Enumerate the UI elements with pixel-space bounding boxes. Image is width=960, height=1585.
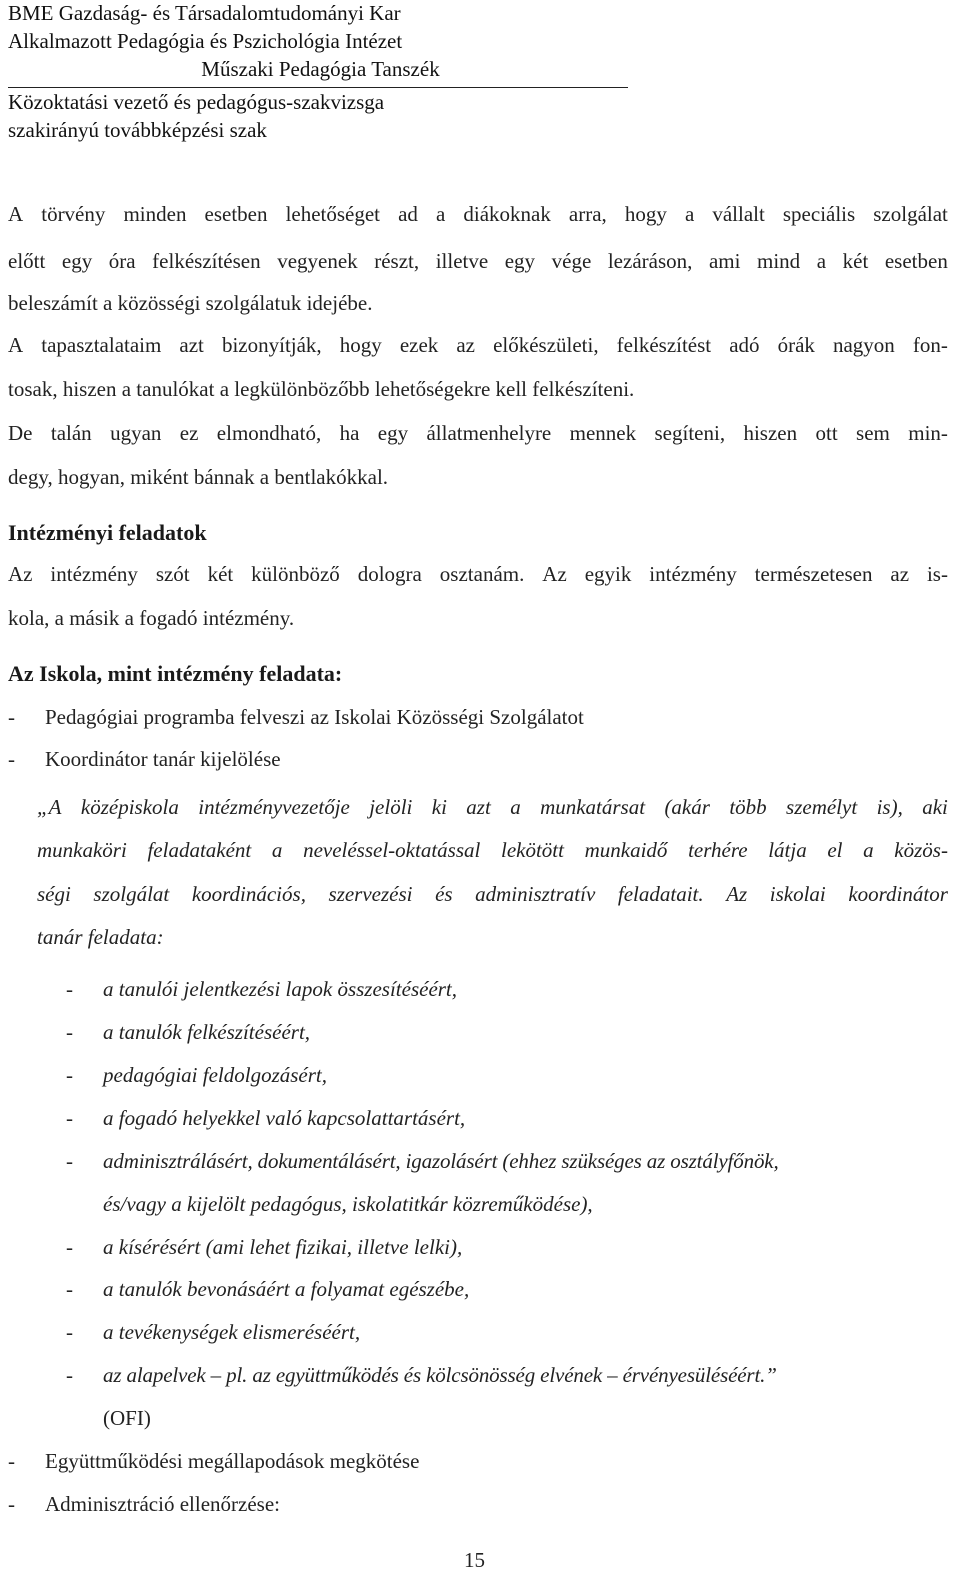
- word: a: [510, 795, 521, 819]
- word: hogy: [624, 202, 667, 226]
- word: Az: [726, 882, 748, 906]
- word: hogy: [339, 333, 382, 357]
- para1-line2: [8, 249, 948, 274]
- word: az: [890, 562, 910, 586]
- word: sem: [856, 421, 890, 445]
- word: is-: [926, 562, 948, 586]
- word: szolgálat: [93, 882, 170, 906]
- word: azt: [179, 333, 204, 357]
- word: órák: [777, 333, 815, 357]
- para2-line1: [8, 333, 948, 358]
- list-item-text: a tanulók felkészítéséért,: [103, 1020, 311, 1044]
- word: illetve: [435, 249, 489, 273]
- word: diákoknak: [463, 202, 551, 226]
- list-dash: -: [66, 1277, 73, 1301]
- word: ott: [815, 421, 838, 445]
- list-dash: -: [66, 977, 73, 1001]
- list-dash: -: [66, 1063, 73, 1087]
- word: egyik: [584, 562, 632, 586]
- word: neveléssel-oktatással: [303, 838, 481, 862]
- para2-line2: tosak, hiszen a tanulókat a legkülönbözőbb lehetőségekre kell felkészíteni.: [8, 377, 635, 401]
- word: dologra: [357, 562, 422, 586]
- word: részt,: [374, 249, 420, 273]
- word: vége: [551, 249, 592, 273]
- word: feladatait.: [617, 882, 704, 906]
- word: különböző: [251, 562, 340, 586]
- word: nagyon: [832, 333, 895, 357]
- word: speciális: [782, 202, 856, 226]
- list-item-text: Pedagógiai programba felveszi az Iskolai Közösségi Szolgálatot: [45, 705, 584, 729]
- list-item: [66, 1406, 151, 1431]
- para4-line1: [8, 562, 948, 587]
- word: el: [827, 838, 843, 862]
- para1-line1: [8, 202, 948, 227]
- word: a: [863, 838, 874, 862]
- header-faculty: BME Gazdaság- és Társadalomtudományi Kar: [8, 1, 401, 25]
- para3-line1: [8, 421, 948, 446]
- word: munkaköri: [37, 838, 127, 862]
- header-program: Közoktatási vezető és pedagógus-szakvizsga: [8, 90, 385, 114]
- word: hiszen: [743, 421, 798, 445]
- word: tapasztalataim: [41, 333, 162, 357]
- list-item-text: a tanulók bevonásáért a folyamat egészébe,: [103, 1277, 470, 1301]
- quote-line3: [37, 882, 948, 907]
- list-item: [66, 1192, 593, 1217]
- list-item-text: az alapelvek – pl. az együttműködés és kölcsönösség elvének – érvényesüléséért.”: [103, 1363, 777, 1387]
- word: De: [8, 421, 33, 445]
- word: előtt: [8, 249, 46, 273]
- word: adó: [729, 333, 760, 357]
- word: szolgálat: [873, 202, 948, 226]
- word: óra: [108, 249, 136, 273]
- list-item: [66, 1363, 777, 1388]
- quote-line4: tanár feladata:: [37, 925, 164, 949]
- word: Az: [542, 562, 567, 586]
- list-item-text: a tevékenységek elismeréséért,: [103, 1320, 361, 1344]
- word: vállalt: [712, 202, 765, 226]
- word: lehetőséget: [285, 202, 381, 226]
- word: lekötött: [500, 838, 564, 862]
- word: vegyenek: [277, 249, 358, 273]
- quote-line2: [37, 838, 948, 863]
- list-item: [8, 705, 584, 730]
- quote-line1: [37, 795, 948, 820]
- word: ez: [179, 421, 199, 445]
- list-item: [8, 1449, 419, 1474]
- list-item-text: a kísérésért (ami lehet fizikai, illetve lelki),: [103, 1235, 463, 1259]
- word: szót: [155, 562, 190, 586]
- word: talán: [50, 421, 92, 445]
- list-item-text: adminisztrálásért, dokumentálásért, igazolásért (ehhez szükséges az osztályfőnök,: [103, 1149, 779, 1173]
- para1-line3: beleszámít a közösségi szolgálatuk idejébe.: [8, 291, 373, 315]
- list-dash: -: [66, 1235, 73, 1259]
- list-dash: -: [8, 705, 15, 729]
- word: munkaidő: [584, 838, 668, 862]
- word: intézmény: [50, 562, 138, 586]
- word: mind: [757, 249, 801, 273]
- word: ki: [431, 795, 447, 819]
- list-item: [66, 1020, 310, 1045]
- word: esetben: [204, 202, 268, 226]
- list-dash: -: [8, 747, 15, 771]
- list-dash: -: [66, 1363, 73, 1387]
- word: egy: [504, 249, 536, 273]
- list-dash: -: [66, 1106, 73, 1130]
- list-dash: -: [66, 1149, 73, 1173]
- word: koordinációs,: [191, 882, 306, 906]
- page-number: 15: [464, 1548, 485, 1572]
- list-item-text: Koordinátor tanár kijelölése: [45, 747, 281, 771]
- word: A: [8, 333, 24, 357]
- word: törvény: [41, 202, 106, 226]
- header-institute: Alkalmazott Pedagógia és Pszichológia Intézet: [8, 29, 403, 53]
- word: mennek: [569, 421, 637, 445]
- list-item: [66, 1320, 360, 1345]
- word: A: [8, 202, 24, 226]
- subsection-heading: Az Iskola, mint intézmény feladata:: [8, 661, 343, 686]
- word: a: [684, 202, 695, 226]
- word: előkészületi,: [493, 333, 599, 357]
- word: (akár: [664, 795, 710, 819]
- word: természetesen: [754, 562, 873, 586]
- word: jelöli: [369, 795, 413, 819]
- word: azt: [466, 795, 491, 819]
- word: Az: [8, 562, 33, 586]
- word: egy: [377, 421, 409, 445]
- list-dash: -: [8, 1492, 15, 1516]
- word: látja: [768, 838, 807, 862]
- list-item-text: Együttműködési megállapodások megkötése: [45, 1449, 420, 1473]
- list-dash: -: [66, 1020, 73, 1044]
- word: intézményvezetője: [198, 795, 350, 819]
- list-item: [8, 1492, 280, 1517]
- word: adminisztratív: [475, 882, 596, 906]
- word: aki: [922, 795, 948, 819]
- word: a: [435, 202, 446, 226]
- list-item-text: Adminisztráció ellenőrzése:: [45, 1492, 280, 1516]
- word: is),: [876, 795, 903, 819]
- word: középiskola: [80, 795, 179, 819]
- list-item: [8, 747, 281, 772]
- word: a: [816, 249, 827, 273]
- word: ezek: [399, 333, 439, 357]
- word: intézmény: [649, 562, 737, 586]
- list-dash: -: [8, 1449, 15, 1473]
- list-item: [66, 1235, 462, 1260]
- list-item: [66, 1149, 779, 1174]
- list-item: [66, 1106, 465, 1131]
- word: ségi: [37, 882, 71, 906]
- word: két: [207, 562, 234, 586]
- word: terhére: [688, 838, 748, 862]
- word: „A: [37, 795, 62, 819]
- list-item-text: pedagógiai feldolgozásért,: [103, 1063, 327, 1087]
- word: fon-: [912, 333, 948, 357]
- word: ha: [339, 421, 360, 445]
- list-item-text: (OFI): [103, 1406, 151, 1430]
- word: munkatársat: [540, 795, 646, 819]
- list-item: [66, 1277, 469, 1302]
- word: a: [271, 838, 283, 862]
- header-department: Műszaki Pedagógia Tanszék: [201, 57, 440, 81]
- word: minden: [123, 202, 187, 226]
- word: közös-: [894, 838, 948, 862]
- word: min-: [908, 421, 948, 445]
- word: személyt: [786, 795, 858, 819]
- word: ugyan: [110, 421, 162, 445]
- word: osztanám.: [439, 562, 525, 586]
- word: állatmenhelyre: [426, 421, 552, 445]
- list-dash: -: [66, 1320, 73, 1344]
- word: felkészítésen: [152, 249, 261, 273]
- para4-line2: kola, a másik a fogadó intézmény.: [8, 606, 295, 630]
- word: feladataként: [147, 838, 252, 862]
- word: elmondható,: [216, 421, 322, 445]
- list-item-text: a fogadó helyekkel való kapcsolattartásért,: [103, 1106, 466, 1130]
- word: ami: [708, 249, 741, 273]
- word: esetben: [884, 249, 948, 273]
- word: segíteni,: [654, 421, 726, 445]
- list-item-text: a tanulói jelentkezési lapok összesítéséért,: [103, 977, 458, 1001]
- word: felkészítést: [616, 333, 712, 357]
- para3-line2: degy, hogyan, miként bánnak a bentlakókkal.: [8, 465, 389, 489]
- word: szervezési: [328, 882, 413, 906]
- header-rule: [8, 87, 628, 88]
- list-item: [66, 977, 457, 1002]
- word: lezáráson,: [607, 249, 693, 273]
- word: bizonyítják,: [221, 333, 322, 357]
- word: és: [435, 882, 453, 906]
- list-item: [66, 1063, 327, 1088]
- word: több: [729, 795, 767, 819]
- word: arra,: [568, 202, 607, 226]
- word: koordinátor: [848, 882, 948, 906]
- word: egy: [61, 249, 93, 273]
- word: az: [456, 333, 475, 357]
- word: két: [842, 249, 869, 273]
- section-heading: Intézményi feladatok: [8, 520, 207, 545]
- header-program-sub: szakirányú továbbképzési szak: [8, 118, 267, 142]
- list-item-text: és/vagy a kijelölt pedagógus, iskolatitkár közreműködése),: [103, 1192, 593, 1216]
- word: ad: [398, 202, 418, 226]
- word: iskolai: [769, 882, 826, 906]
